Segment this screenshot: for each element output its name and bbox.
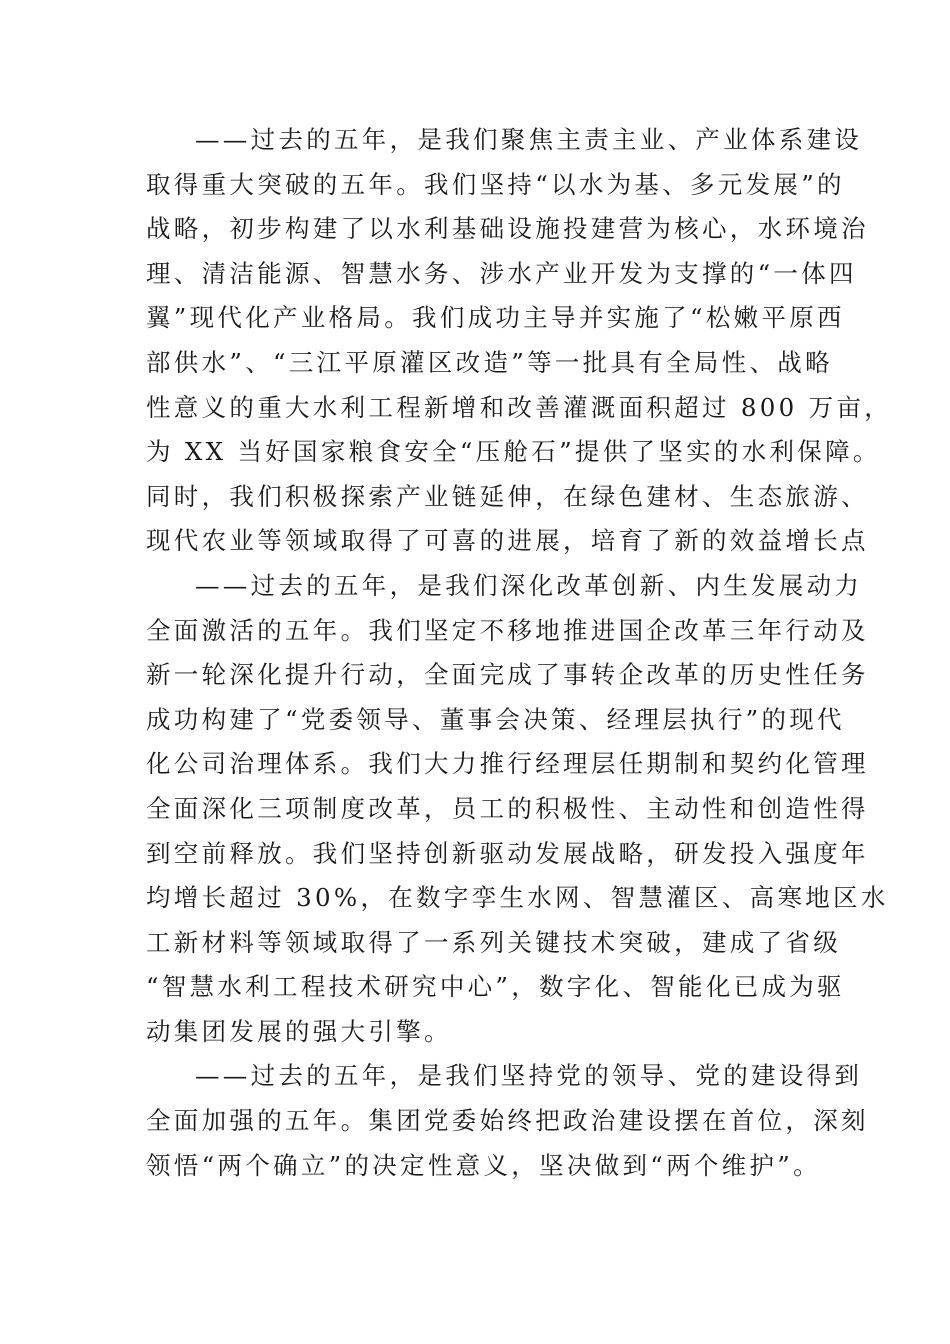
paragraph-line: 工新材料等领域取得了一系列关键技术突破，建成了省级	[146, 927, 841, 957]
paragraph-line: 全面加强的五年。集团党委始终把政治建设摆在首位，深刻	[146, 1106, 869, 1136]
paragraph-line: 翼”现代化产业格局。我们成功主导并实施了“松嫩平原西	[146, 303, 845, 333]
paragraph-line: 全面深化三项制度改革，员工的积极性、主动性和创造性得	[146, 793, 869, 823]
paragraph-line: 性意义的重大水利工程新增和改善灌溉面积超过 800 万亩，	[146, 392, 893, 422]
paragraph-line: 领悟“两个确立”的决定性意义，坚决做到“两个维护”。	[146, 1150, 821, 1180]
paragraph-line: 理、清洁能源、智慧水务、涉水产业开发为支撑的“一体四	[146, 258, 857, 288]
paragraph-reform-innovation	[146, 564, 889, 1055]
document-body	[146, 118, 893, 1188]
paragraph-line: 现代农业等领域取得了可喜的进展，培育了新的效益增长点	[146, 526, 869, 556]
paragraph-line: 部供水”、“三江平原灌区改造”等一批具有全局性、战略	[146, 347, 833, 377]
paragraph-line: 新一轮深化提升行动，全面完成了事转企改革的历史性任务	[146, 660, 869, 690]
paragraph-line: 同时，我们积极探索产业链延伸，在绿色建材、生态旅游、	[146, 481, 869, 511]
paragraph-line: 为 XX 当好国家粮食安全“压舱石”提供了坚实的水利保障。	[146, 437, 881, 467]
paragraph-line: 全面激活的五年。我们坚定不移地推进国企改革三年行动及	[146, 615, 869, 645]
paragraph-line: 到空前释放。我们坚持创新驱动发展战略，研发投入强度年	[146, 838, 869, 868]
paragraph-line: ——过去的五年，是我们深化改革创新、内生发展动力	[195, 570, 863, 600]
paragraph-line: 战略，初步构建了以水利基础设施投建营为核心，水环境治	[146, 214, 869, 244]
paragraph-line: 化公司治理体系。我们大力推行经理层任期制和契约化管理	[146, 749, 869, 779]
paragraph-line: ——过去的五年，是我们聚焦主责主业、产业体系建设	[195, 125, 863, 154]
paragraph-line: ——过去的五年，是我们坚持党的领导、党的建设得到	[195, 1061, 863, 1091]
paragraph-party-building	[146, 1054, 869, 1188]
paragraph-line: “智慧水利工程技术研究中心”，数字化、智能化已成为驱	[146, 972, 845, 1002]
paragraph-line: 取得重大突破的五年。我们坚持“以水为基、多元发展”的	[146, 169, 845, 199]
paragraph-line: 动集团发展的强大引擎。	[146, 1016, 452, 1046]
paragraph-line: 成功构建了“党委领导、董事会决策、经理层执行”的现代	[146, 704, 845, 734]
paragraph-line: 均增长超过 30%，在数字孪生水网、智慧灌区、高寒地区水	[146, 883, 889, 913]
paragraph-industry-system	[146, 118, 893, 564]
